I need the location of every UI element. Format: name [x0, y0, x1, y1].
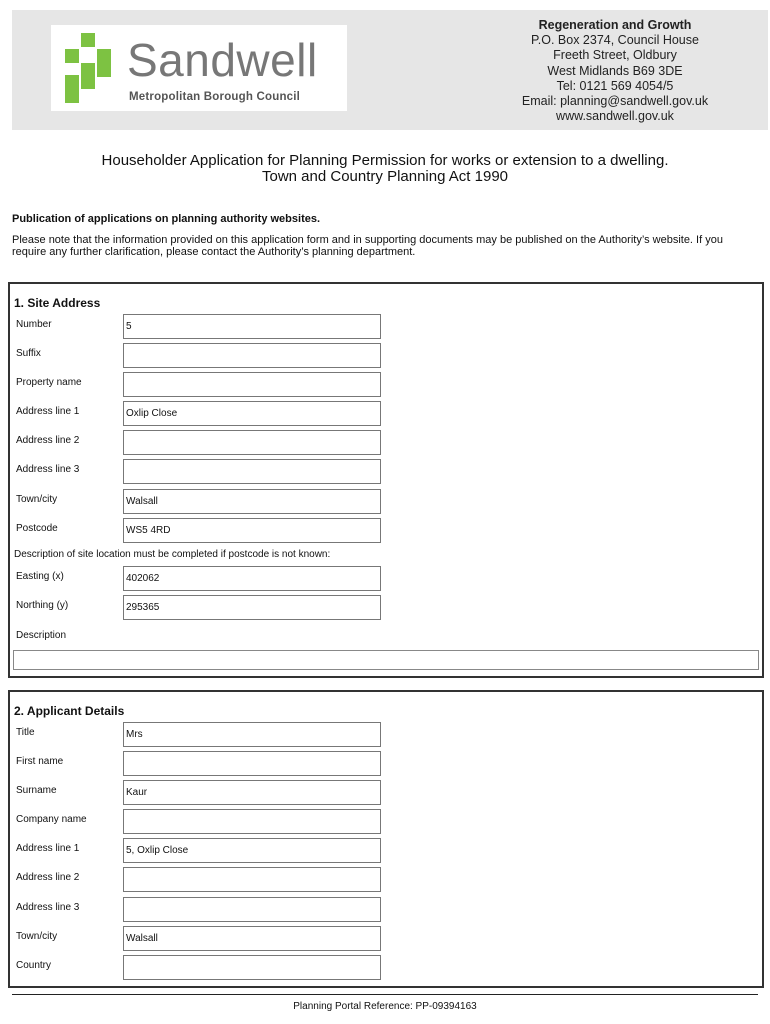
description-field[interactable] — [13, 650, 759, 670]
applicant-details-section — [8, 690, 764, 988]
address-line-3-label: Address line 3 — [16, 902, 80, 913]
company-name-label: Company name — [16, 814, 87, 825]
address-line-2: Freeth Street, Oldbury — [553, 48, 677, 63]
publication-text: Please note that the information provided on this application form and in supporting documents may be published on the Authority’s website. If you require any further clarification, please contact the Authority’s planning department. — [12, 234, 723, 258]
site-address-section — [8, 282, 764, 678]
address-line-2-label: Address line 2 — [16, 435, 80, 446]
address-line-1-label: Address line 1 — [16, 843, 80, 854]
section-title: 2. Applicant Details — [14, 704, 125, 718]
postcode-field[interactable]: WS5 4RD — [123, 518, 381, 543]
northing-label: Northing (y) — [16, 600, 69, 611]
address-line-2-field[interactable] — [123, 867, 381, 892]
logo-subtitle: Metropolitan Borough Council — [129, 91, 301, 103]
address-line-3-label: Address line 3 — [16, 464, 80, 475]
address-line-1-field[interactable]: 5, Oxlip Close — [123, 838, 381, 863]
surname-field[interactable]: Kaur — [123, 780, 381, 805]
address-line-1-field[interactable]: Oxlip Close — [123, 401, 381, 426]
easting-label: Easting (x) — [16, 571, 64, 582]
document-title — [0, 153, 770, 184]
department-name: Regeneration and Growth — [538, 18, 692, 32]
address-line-2-label: Address line 2 — [16, 872, 80, 883]
address-line-3-field[interactable] — [123, 459, 381, 484]
description-label: Description — [16, 630, 67, 641]
address-line-2-field[interactable] — [123, 430, 381, 455]
title-label: Title — [16, 727, 35, 738]
title-line-1: Householder Application for Planning Permission for works or extension to a dwelling. — [101, 152, 669, 169]
town-label: Town/city — [16, 494, 58, 505]
country-label: Country — [16, 960, 52, 971]
address-line-3-field[interactable] — [123, 897, 381, 922]
footer-divider — [12, 994, 758, 995]
town-label: Town/city — [16, 931, 58, 942]
first-name-label: First name — [16, 756, 64, 767]
number-label: Number — [16, 319, 52, 330]
town-field[interactable]: Walsall — [123, 926, 381, 951]
email: Email: planning@sandwell.gov.uk — [521, 94, 709, 109]
address-line-3: West Midlands B69 3DE — [547, 63, 683, 78]
title-field[interactable]: Mrs — [123, 722, 381, 747]
logo-wordmark: Sandwell — [127, 34, 318, 86]
northing-field[interactable]: 295365 — [123, 595, 381, 620]
council-logo — [51, 25, 347, 111]
town-field[interactable]: Walsall — [123, 489, 381, 514]
postcode-label: Postcode — [16, 523, 58, 534]
country-field[interactable] — [123, 955, 381, 980]
publication-heading: Publication of applications on planning authority websites. — [12, 213, 321, 225]
contact-block — [490, 18, 740, 124]
logo-squares-icon — [61, 33, 117, 103]
property-name-label: Property name — [16, 377, 82, 388]
first-name-field[interactable] — [123, 751, 381, 776]
planning-portal-reference: Planning Portal Reference: PP-09394163 — [293, 1001, 477, 1012]
number-field[interactable]: 5 — [123, 314, 381, 339]
surname-label: Surname — [16, 785, 57, 796]
easting-field[interactable]: 402062 — [123, 566, 381, 591]
company-name-field[interactable] — [123, 809, 381, 834]
section-title: 1. Site Address — [14, 296, 101, 310]
suffix-label: Suffix — [16, 348, 41, 359]
address-line-1: P.O. Box 2374, Council House — [531, 33, 699, 48]
property-name-field[interactable] — [123, 372, 381, 397]
location-note: Description of site location must be completed if postcode is not known: — [14, 549, 331, 560]
website: www.sandwell.gov.uk — [556, 109, 674, 124]
address-line-1-label: Address line 1 — [16, 406, 80, 417]
title-line-2: Town and Country Planning Act 1990 — [262, 167, 508, 185]
telephone: Tel: 0121 569 4054/5 — [556, 78, 674, 93]
suffix-field[interactable] — [123, 343, 381, 368]
